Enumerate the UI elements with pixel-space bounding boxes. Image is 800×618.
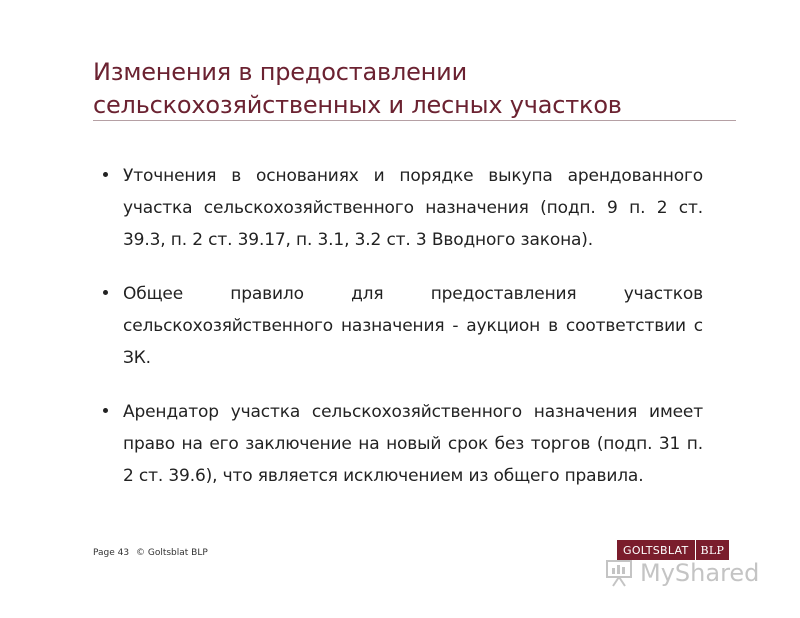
logo-main-text: GOLTSBLAT <box>617 540 695 560</box>
bullet-item <box>103 160 703 256</box>
bullet-dot-icon <box>103 408 108 413</box>
bullet-item <box>103 278 703 374</box>
watermark-text: MyShared <box>640 559 760 587</box>
bullet-dot-icon <box>103 172 108 177</box>
presentation-board-icon <box>604 559 634 587</box>
slide-title-line-2: сельскохозяйственных и лесных участков <box>93 91 622 119</box>
bullet-text: Общее правило для предоставления участков сельскохозяйственного назначения - аукцион в соответствии с ЗК. <box>123 284 703 368</box>
copyright-text: © Goltsblat BLP <box>135 548 208 558</box>
company-logo <box>617 540 729 560</box>
bullet-list <box>103 160 703 514</box>
watermark <box>604 558 759 588</box>
slide-footer <box>93 548 212 558</box>
slide-title-line-1: Изменения в предоставлении <box>93 58 467 86</box>
bullet-text: Арендатор участка сельскохозяйственного назначения имеет право на его заключение на новый срок без торгов (подп. 31 п. 2 ст. 39.6), что является исключением из общего правила. <box>123 402 703 486</box>
slide-title <box>93 56 743 122</box>
bullet-item <box>103 396 703 492</box>
title-divider <box>93 120 736 121</box>
logo-suffix-text: BLP <box>696 540 730 560</box>
bullet-text: Уточнения в основаниях и порядке выкупа арендованного участка сельскохозяйственного назначения (подп. 9 п. 2 ст. 39.3, п. 2 ст. 39.17, п. 3.1, 3.2 ст. 3 Вводного закона). <box>123 166 703 250</box>
page-number: Page 43 <box>93 548 130 558</box>
bullet-dot-icon <box>103 290 108 295</box>
